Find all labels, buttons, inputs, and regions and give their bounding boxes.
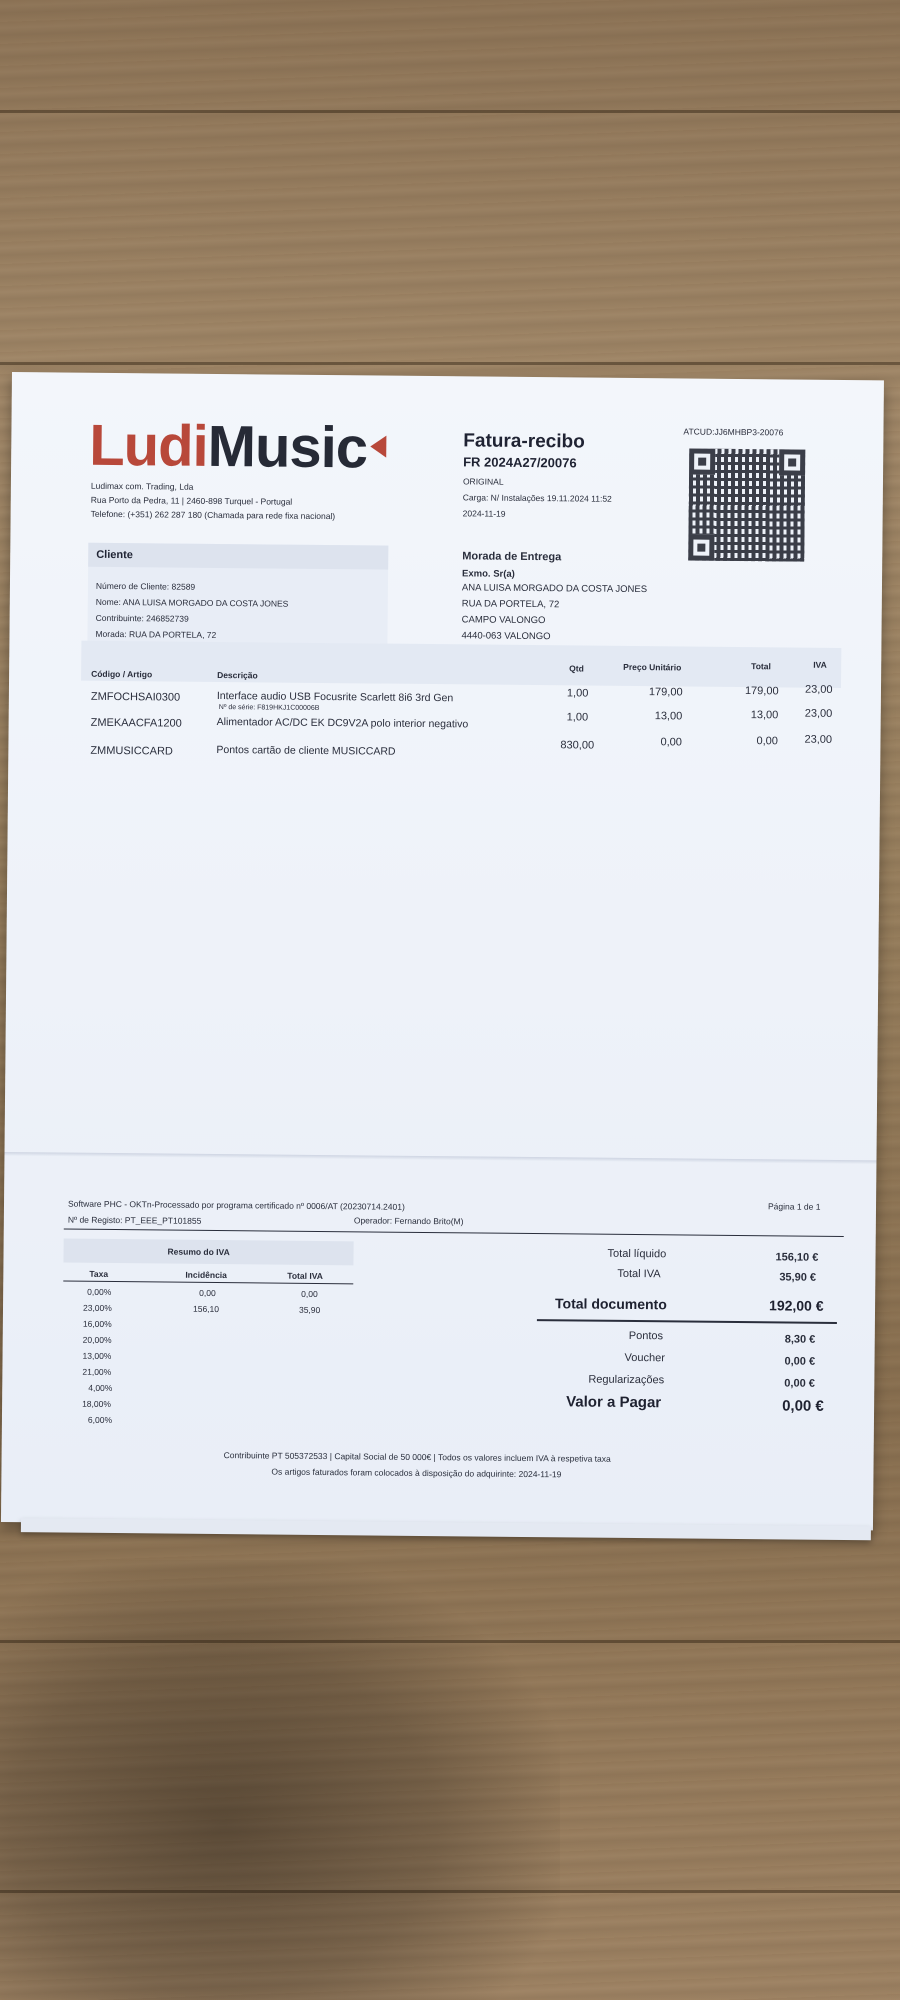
registry-number: Nº de Registo: PT_EEE_PT101855 bbox=[67, 1214, 202, 1226]
document-date: 2024-11-19 bbox=[462, 508, 506, 519]
item-unit-price: 0,00 bbox=[660, 736, 682, 749]
item-code: ZMEKAACFA1200 bbox=[90, 716, 182, 730]
document-title: Fatura-recibo bbox=[463, 430, 585, 453]
client-name: Nome: ANA LUISA MORGADO DA COSTA JONES bbox=[95, 596, 289, 609]
document-total-value: 192,00 € bbox=[768, 1297, 824, 1314]
vat-rate: 0,00% bbox=[87, 1286, 112, 1297]
vat-rate: 4,00% bbox=[88, 1382, 113, 1394]
item-code: ZMFOCHSAI0300 bbox=[90, 690, 181, 704]
client-taxpayer: Contribuinte: 246852739 bbox=[95, 612, 189, 624]
legal-line-2: Os artigos faturados foram colocados à disposição do adquirinte: 2024-11-19 bbox=[271, 1466, 562, 1480]
item-total: 179,00 bbox=[744, 685, 779, 698]
item-description: Interface audio USB Focusrite Scarlett 8i6 3rd Gen bbox=[216, 689, 454, 705]
floor-seam bbox=[0, 110, 900, 113]
client-number: Número de Cliente: 82589 bbox=[95, 580, 196, 592]
vat-divider bbox=[63, 1281, 353, 1285]
net-total-value: 156,10 € bbox=[775, 1251, 819, 1264]
company-logo: LudiMusic bbox=[89, 417, 386, 478]
software-line: Software PHC - OKTn-Processado por programa certificado nº 0006/AT (20230714.2401) bbox=[67, 1198, 405, 1212]
vat-base: 0,00 bbox=[199, 1287, 216, 1298]
vat-summary-heading: Resumo do IVA bbox=[167, 1246, 230, 1258]
col-description: Descrição bbox=[217, 669, 258, 681]
vat-rate: 20,00% bbox=[82, 1334, 112, 1345]
vat-rate: 21,00% bbox=[82, 1366, 112, 1377]
amount-due-label: Valor a Pagar bbox=[566, 1393, 662, 1412]
voucher-value: 0,00 € bbox=[784, 1355, 816, 1368]
totals-divider bbox=[537, 1319, 837, 1324]
phone-shadow bbox=[0, 1560, 560, 2000]
vat-rate: 16,00% bbox=[82, 1318, 112, 1330]
vat-col-total: Total IVA bbox=[287, 1270, 323, 1282]
items-table-header bbox=[81, 641, 841, 688]
item-qty: 830,00 bbox=[560, 739, 595, 752]
vat-total-label: Total IVA bbox=[617, 1267, 661, 1281]
legal-line-1: Contribuinte PT 505372533 | Capital Social de 50 000€ | Todos os valores incluem IVA à respetiva taxa bbox=[223, 1450, 611, 1464]
vat-total: 35,90 bbox=[298, 1304, 321, 1316]
item-vat: 23,00 bbox=[804, 707, 833, 720]
item-vat: 23,00 bbox=[804, 683, 833, 696]
item-unit-price: 13,00 bbox=[654, 710, 683, 723]
logo-triangle-icon bbox=[370, 435, 386, 457]
vat-total-value: 35,90 € bbox=[779, 1271, 817, 1284]
vat-base: 156,10 bbox=[192, 1303, 220, 1315]
net-total-label: Total líquido bbox=[607, 1247, 667, 1261]
delivery-salutation: Exmo. Sr(a) bbox=[462, 568, 515, 580]
item-unit-price: 179,00 bbox=[648, 686, 683, 699]
adjustments-label: Regularizações bbox=[588, 1373, 665, 1387]
document-number: FR 2024A27/20076 bbox=[463, 454, 577, 471]
voucher-label: Voucher bbox=[624, 1351, 665, 1365]
invoice-sheet bbox=[1, 372, 884, 1530]
operator: Operador: Fernando Brito(M) bbox=[353, 1215, 464, 1227]
item-vat: 23,00 bbox=[804, 733, 833, 746]
page-number: Página 1 de 1 bbox=[767, 1201, 821, 1212]
company-name: Ludimax com. Trading, Lda bbox=[90, 480, 194, 492]
paper-fold bbox=[4, 1152, 876, 1164]
vat-col-base: Incidência bbox=[185, 1269, 227, 1281]
document-total-label: Total documento bbox=[555, 1295, 667, 1313]
sheet-underneath bbox=[21, 1518, 871, 1540]
col-total: Total bbox=[751, 661, 771, 672]
delivery-heading: Morada de Entrega bbox=[462, 550, 562, 564]
vat-rate: 18,00% bbox=[82, 1398, 111, 1409]
item-qty: 1,00 bbox=[566, 711, 589, 724]
col-qty: Qtd bbox=[569, 663, 584, 674]
col-vat: IVA bbox=[813, 659, 827, 670]
points-value: 8,30 € bbox=[784, 1333, 816, 1346]
atcud-code: ATCUD:JJ6MHBP3-20076 bbox=[683, 426, 784, 438]
company-address: Rua Porto da Pedra, 11 | 2460-898 Turquel - Portugal bbox=[90, 494, 293, 507]
item-description: Alimentador AC/DC EK DC9V2A polo interior negativo bbox=[216, 715, 469, 731]
item-total: 0,00 bbox=[756, 735, 778, 748]
amount-due-value: 0,00 € bbox=[782, 1397, 824, 1415]
vat-rate: 13,00% bbox=[82, 1350, 112, 1361]
floor-seam bbox=[0, 362, 900, 365]
delivery-locality: CAMPO VALONGO bbox=[461, 614, 546, 627]
col-code: Código / Artigo bbox=[91, 668, 153, 680]
item-code: ZMMUSICCARD bbox=[90, 744, 173, 758]
client-heading: Cliente bbox=[88, 543, 388, 570]
delivery-street: RUA DA PORTELA, 72 bbox=[461, 598, 560, 611]
points-label: Pontos bbox=[628, 1329, 664, 1343]
client-address: Morada: RUA DA PORTELA, 72 bbox=[95, 628, 217, 640]
vat-rate: 23,00% bbox=[82, 1302, 112, 1314]
qr-code-icon bbox=[688, 449, 805, 562]
document-copy: ORIGINAL bbox=[462, 476, 504, 487]
vat-col-rate: Taxa bbox=[89, 1268, 109, 1279]
company-phone: Telefone: (+351) 262 287 180 (Chamada para rede fixa nacional) bbox=[90, 508, 336, 522]
adjustments-value: 0,00 € bbox=[784, 1377, 815, 1390]
document-load: Carga: N/ Instalações 19.11.2024 11:52 bbox=[462, 492, 612, 504]
footer-divider bbox=[64, 1229, 844, 1237]
item-qty: 1,00 bbox=[566, 687, 589, 700]
vat-rate: 6,00% bbox=[87, 1414, 113, 1426]
vat-total: 0,00 bbox=[301, 1288, 318, 1299]
item-serial: Nº de série: F819HKJ1C00006B bbox=[218, 704, 320, 712]
col-unit-price: Preço Unitário bbox=[623, 661, 682, 673]
delivery-name: ANA LUISA MORGADO DA COSTA JONES bbox=[461, 582, 648, 596]
delivery-postal: 4440-063 VALONGO bbox=[461, 630, 551, 643]
item-total: 13,00 bbox=[750, 709, 779, 722]
item-description: Pontos cartão de cliente MUSICCARD bbox=[216, 743, 396, 758]
